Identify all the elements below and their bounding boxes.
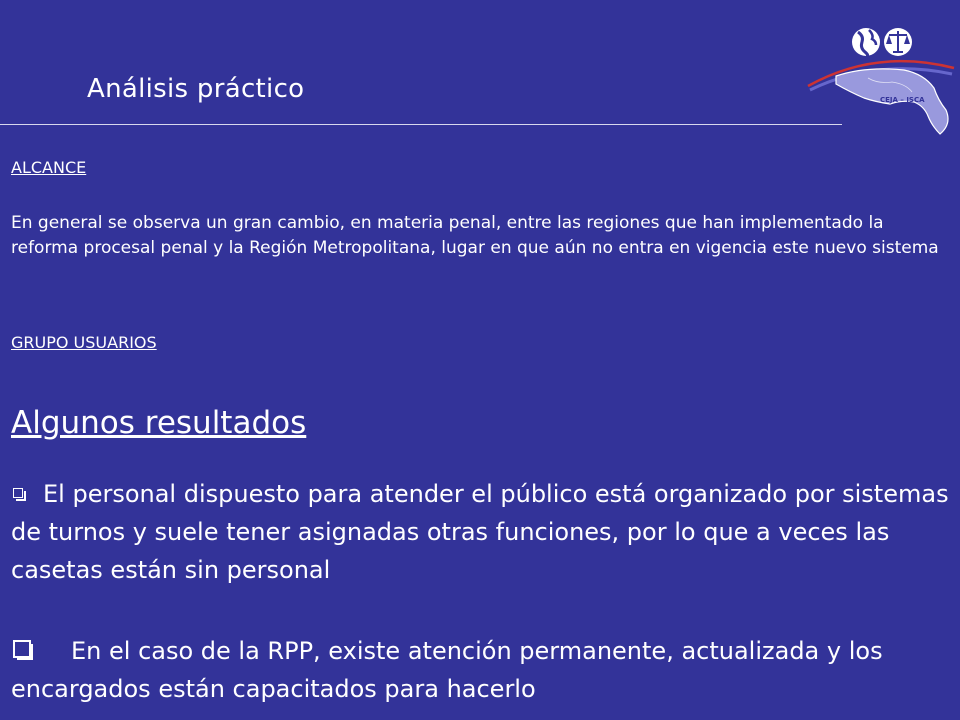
checkbox-bullet-icon xyxy=(13,488,23,498)
results-heading: Algunos resultados xyxy=(11,405,307,441)
alcance-paragraph: En general se observa un gran cambio, en materia penal, entre las regiones que han implementado la reforma procesal penal y la Región Metropolitana, lugar en que aún no entra en vigencia este nuevo sistema xyxy=(11,213,939,258)
grupo-usuarios-heading: GRUPO USUARIOS xyxy=(11,333,157,352)
alcance-heading: ALCANCE xyxy=(11,158,87,177)
bullet-item xyxy=(11,475,951,589)
bullet-text: El personal dispuesto para atender el público está organizado por sistemas de turnos y suele tener asignadas otras funciones, por lo que a veces las casetas están sin personal xyxy=(11,480,949,584)
slide-title: Análisis práctico xyxy=(87,74,305,104)
logo-acronym: CEJA – JSCA xyxy=(880,96,925,104)
title-divider xyxy=(0,124,842,125)
globe-icon xyxy=(852,28,880,58)
bullet-item xyxy=(11,632,951,708)
scales-icon xyxy=(884,28,912,56)
checkbox-bullet-icon xyxy=(13,640,31,658)
bullet-text: En el caso de la RPP, existe atención permanente, actualizada y los encargados están capacitados para hacerlo xyxy=(11,637,883,703)
ceja-logo xyxy=(806,18,956,138)
